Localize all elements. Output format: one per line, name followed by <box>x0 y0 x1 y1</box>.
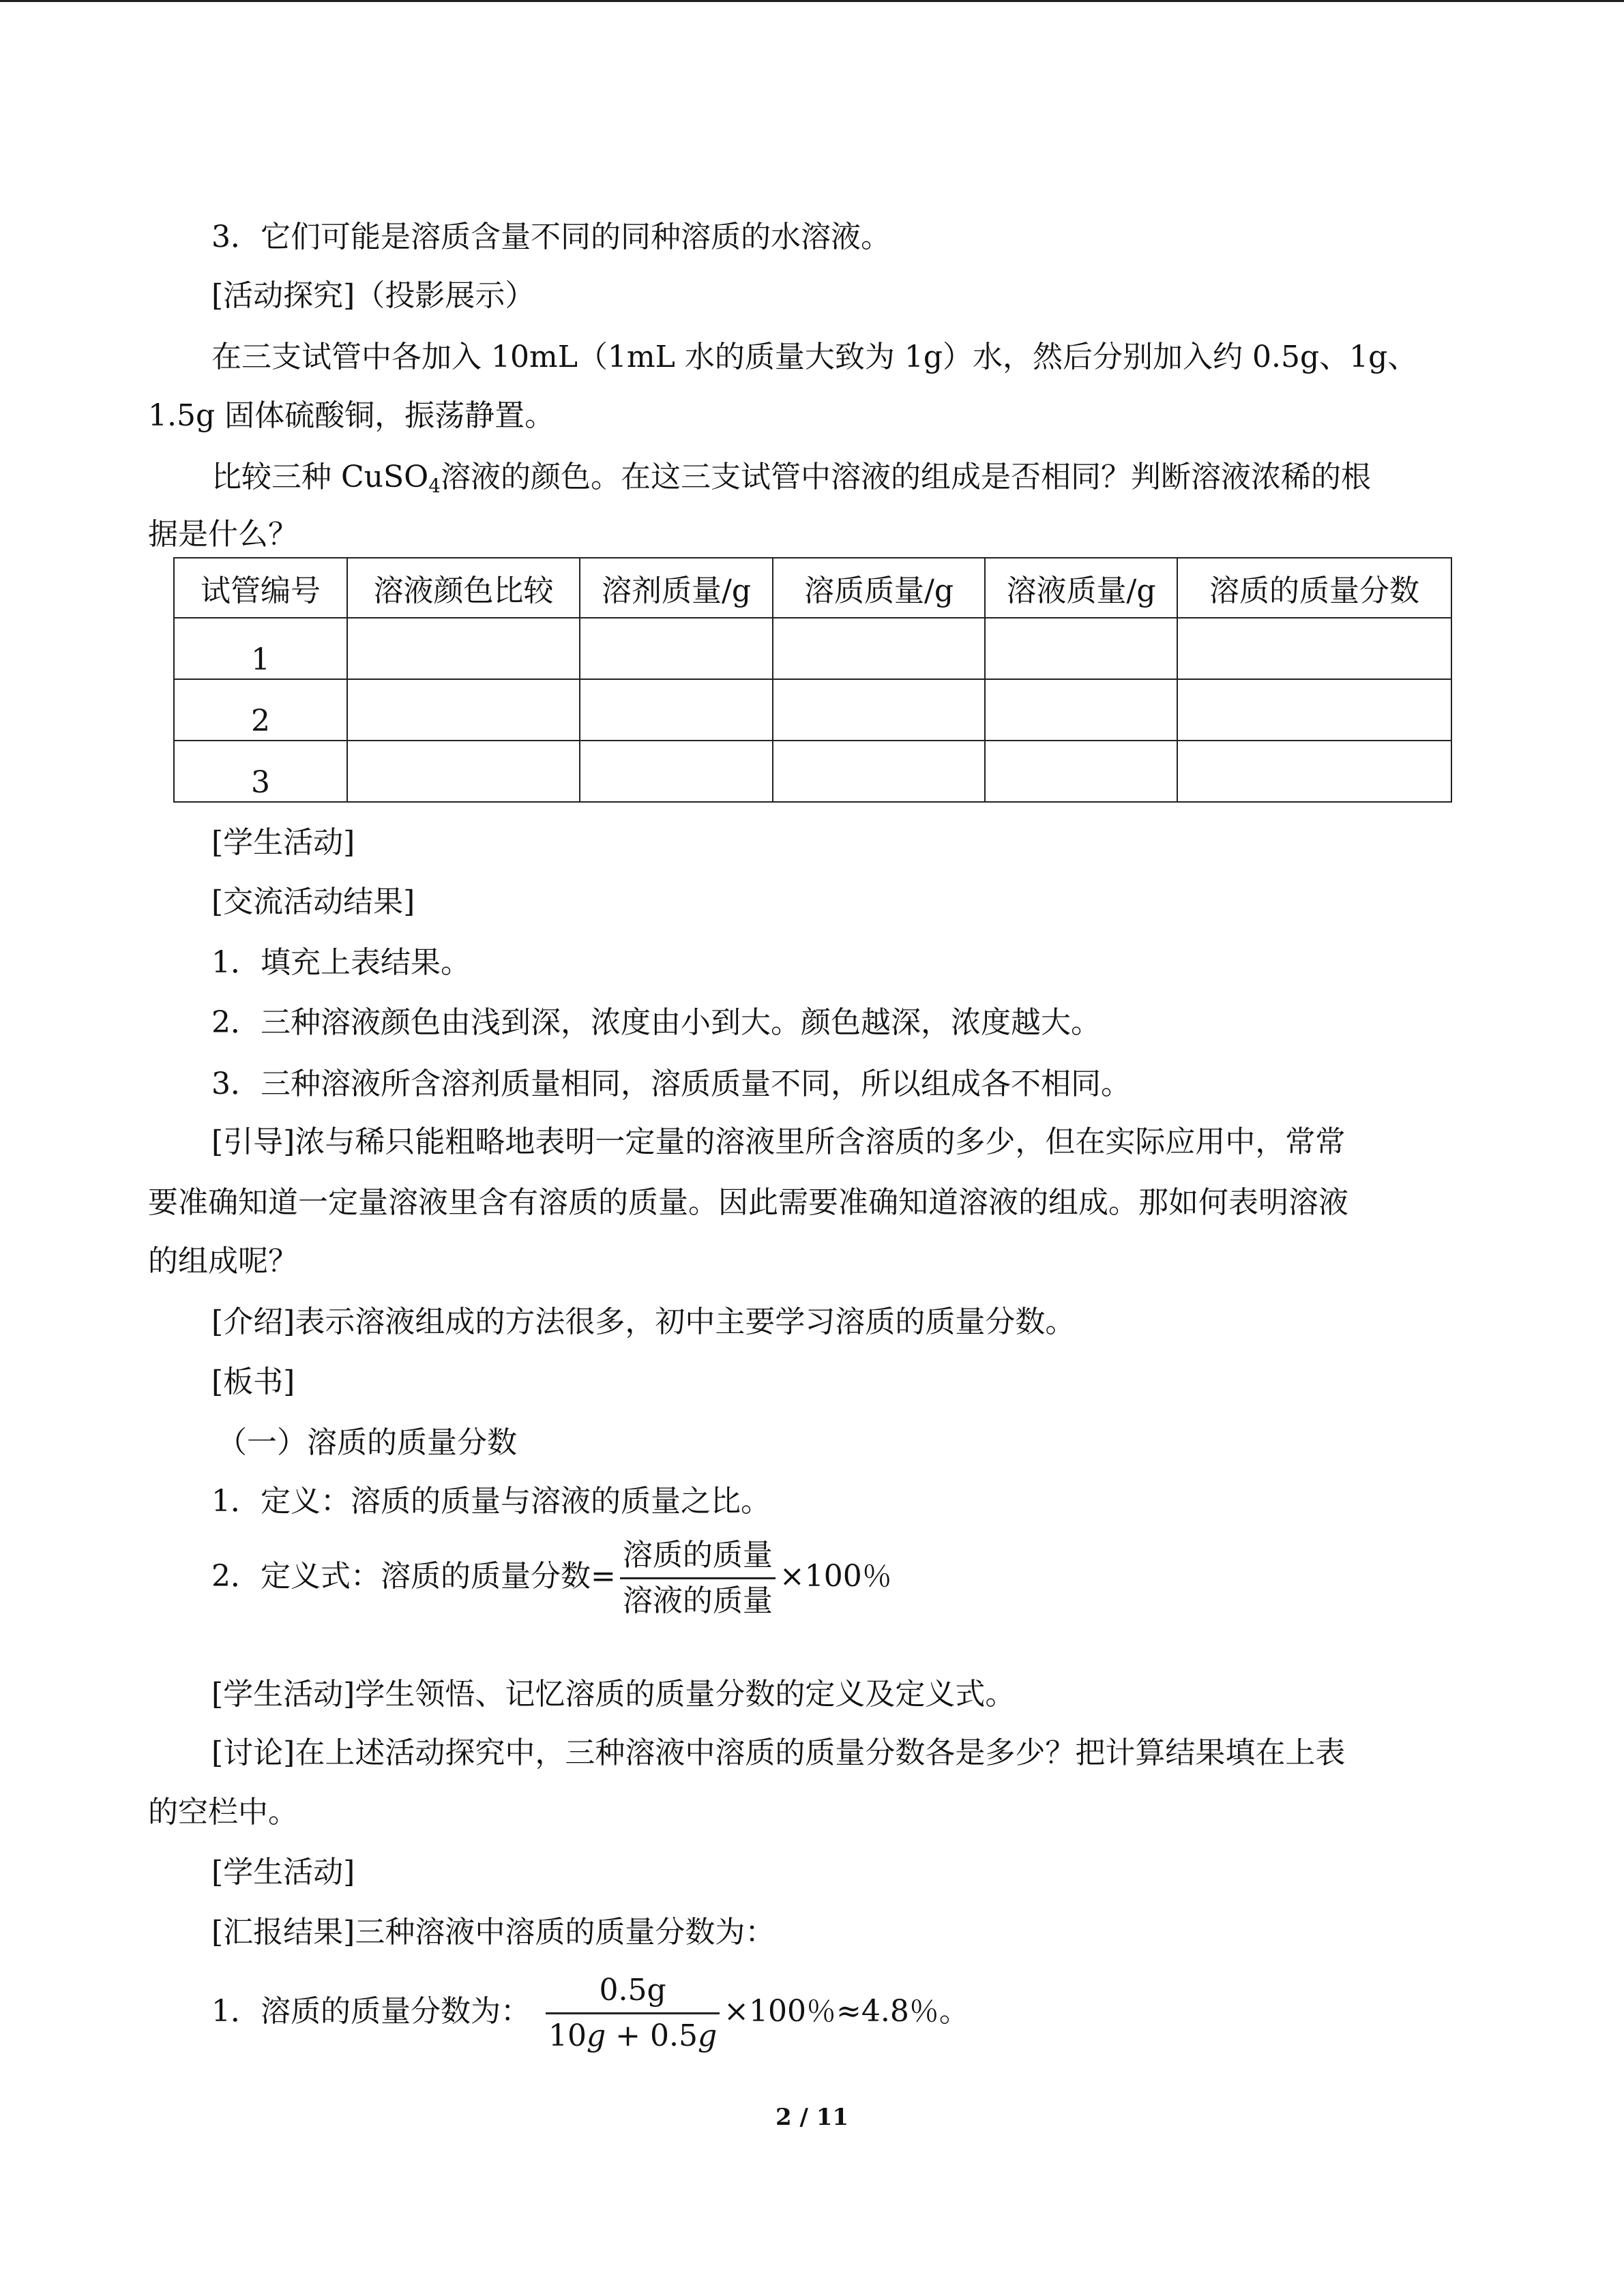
table-cell <box>580 618 773 679</box>
paragraph: [引导]浓与稀只能粗略地表明一定量的溶液里所含溶质的多少，但在实际应用中，常常 <box>211 1124 1346 1159</box>
paragraph: [介绍]表示溶液组成的方法很多，初中主要学习溶质的质量分数。 <box>211 1304 1076 1339</box>
definition-formula <box>211 1538 892 1619</box>
paragraph: [活动探究]（投影展示） <box>211 278 535 313</box>
table-cell <box>985 741 1177 802</box>
paragraph: 在三支试管中各加入 10mL（1mL 水的质量大致为 1g）水，然后分别加入约 0.5g、1g、 <box>211 340 1418 374</box>
table-header-cell: 溶液质量/g <box>985 558 1177 618</box>
table-cell: 1 <box>174 618 347 679</box>
top-border-line <box>0 0 1624 2</box>
formula-suffix: ×100％ <box>779 1559 892 1594</box>
paragraph: [板书] <box>211 1365 295 1399</box>
table-header-cell: 试管编号 <box>174 558 347 618</box>
paragraph: [学生活动]学生领悟、记忆溶质的质量分数的定义及定义式。 <box>211 1677 1016 1712</box>
table-header-cell: 溶剂质量/g <box>580 558 773 618</box>
paragraph: 1．定义：溶质的质量与溶液的质量之比。 <box>211 1484 771 1519</box>
table-header-cell: 溶液颜色比较 <box>347 558 580 618</box>
table-cell <box>1177 618 1451 679</box>
formula-label: 2．定义式：溶质的质量分数= <box>211 1559 616 1594</box>
paragraph: [交流活动结果] <box>211 884 415 919</box>
table-header-cell: 溶质质量/g <box>773 558 985 618</box>
paragraph: [汇报结果]三种溶液中溶质的质量分数为： <box>211 1915 776 1950</box>
table-cell <box>773 679 985 741</box>
paragraph: 3．它们可能是溶质含量不同的同种溶质的水溶液。 <box>211 220 891 254</box>
table-cell <box>347 618 580 679</box>
table-row <box>174 618 1451 679</box>
paragraph: 1．填充上表结果。 <box>211 945 471 980</box>
fraction-numerator: 溶质的质量 <box>620 1538 776 1579</box>
table-cell <box>347 741 580 802</box>
paragraph: 据是什么？ <box>148 517 298 552</box>
fraction <box>620 1538 776 1619</box>
table-cell <box>1177 679 1451 741</box>
page-number: 2 / 11 <box>775 2104 849 2131</box>
fraction-numerator: 0.5g <box>546 1973 720 2014</box>
text-span: 溶液的颜色。在这三支试管中溶液的组成是否相同？判断溶液浓稀的根 <box>441 460 1372 494</box>
formula-label: 1．溶质的质量分数为： <box>211 1994 531 2029</box>
paragraph: [学生活动] <box>211 1855 355 1890</box>
table-cell: 2 <box>174 679 347 741</box>
table-cell <box>580 679 773 741</box>
table-cell <box>773 618 985 679</box>
table-cell <box>985 679 1177 741</box>
fraction <box>546 1973 720 2054</box>
section-heading: （一）溶质的质量分数 <box>217 1425 517 1460</box>
paragraph: [讨论]在上述活动探究中，三种溶液中溶质的质量分数各是多少？把计算结果填在上表 <box>211 1735 1346 1770</box>
fraction-denominator: 10g + 0.5g <box>548 2018 718 2053</box>
table-cell <box>347 679 580 741</box>
chem-formula: CuSO$_4$ <box>341 460 441 497</box>
table-cell: 3 <box>174 741 347 802</box>
paragraph: 的组成呢？ <box>148 1244 298 1279</box>
table-cell <box>773 741 985 802</box>
table-row <box>174 741 1451 802</box>
table-cell <box>985 618 1177 679</box>
table-row <box>174 679 1451 741</box>
paragraph: 3．三种溶液所含溶剂质量相同，溶质质量不同，所以组成各不相同。 <box>211 1067 1131 1101</box>
fraction-denominator: 溶液的质量 <box>622 1583 773 1618</box>
table-cell <box>580 741 773 802</box>
table-header-cell: 溶质的质量分数 <box>1177 558 1451 618</box>
text-span: 比较三种 <box>211 460 341 494</box>
results-table <box>173 557 1452 803</box>
formula-suffix: ×100％≈4.8％。 <box>724 1994 969 2029</box>
table-header-row <box>174 558 1451 618</box>
table-cell <box>1177 741 1451 802</box>
paragraph: 的空栏中。 <box>148 1795 298 1830</box>
paragraph <box>211 457 1371 498</box>
paragraph: 要准确知道一定量溶液里含有溶质的质量。因此需要准确知道溶液的组成。那如何表明溶液 <box>148 1185 1348 1220</box>
paragraph: 2．三种溶液颜色由浅到深，浓度由小到大。颜色越深，浓度越大。 <box>211 1005 1101 1040</box>
calculation-formula <box>211 1973 969 2054</box>
paragraph: 1.5g 固体硫酸铜，振荡静置。 <box>148 398 555 433</box>
paragraph: [学生活动] <box>211 825 355 860</box>
